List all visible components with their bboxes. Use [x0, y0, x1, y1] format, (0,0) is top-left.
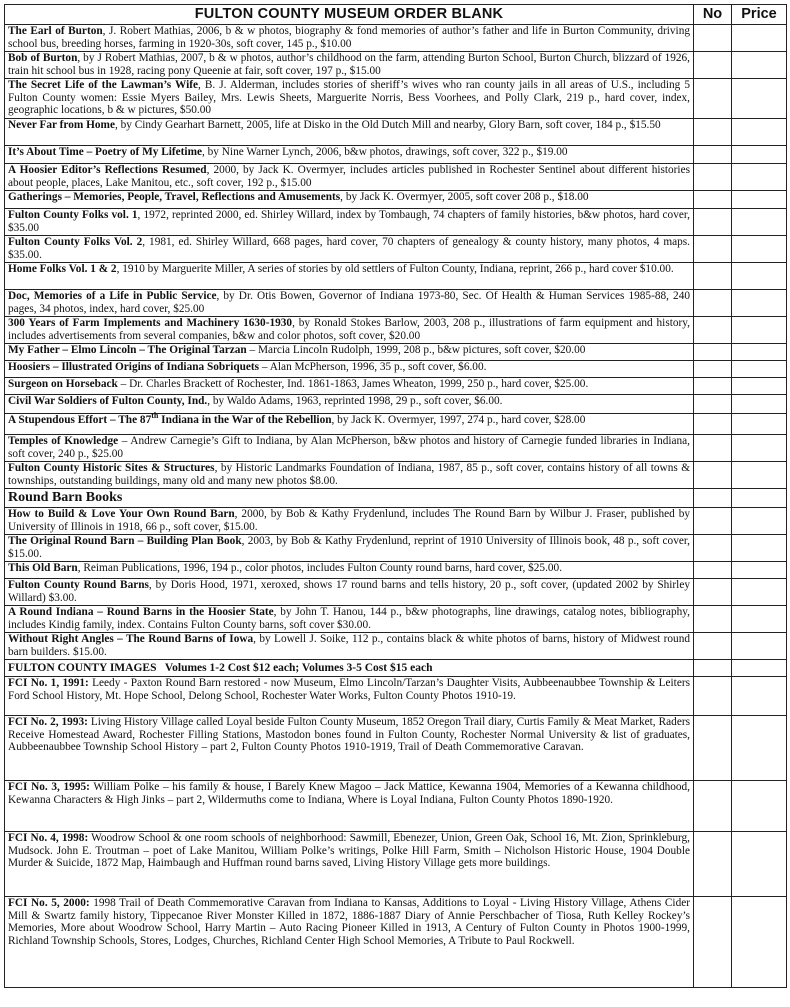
item-description — [5, 79, 694, 119]
item-description — [5, 146, 694, 164]
quantity-cell[interactable] — [694, 508, 732, 535]
price-cell[interactable] — [732, 317, 787, 344]
quantity-cell[interactable] — [694, 579, 732, 606]
table-row — [5, 633, 787, 660]
quantity-cell[interactable] — [694, 361, 732, 378]
quantity-cell[interactable] — [694, 535, 732, 562]
item-description — [5, 52, 694, 79]
item-title: The Original Round Barn – Building Plan Book — [8, 535, 242, 547]
item-details: , 2000, by Bob & Kathy Frydenlund, includes The Round Barn by Wilbur J. Fraser, published by University of Illinois in 1918, 66 p., soft cover, $15.00. — [8, 508, 690, 533]
item-details: , 1910 by Marguerite Miller, A series of stories by old settlers of Fulton County, Indiana, reprint, 266 p., hard cover $10.00. — [116, 263, 674, 275]
quantity-cell[interactable] — [694, 633, 732, 660]
price-cell[interactable] — [732, 435, 787, 462]
item-description — [5, 164, 694, 191]
item-title: Bob of Burton — [8, 52, 78, 64]
item-title: Home Folks Vol. 1 & 2 — [8, 263, 117, 275]
item-details: Woodrow School & one room schools of neighborhood: Sawmill, Ebenezer, Union, Green Oak, School 16, Mt. Zion, Sprinkleburg, Mudsock. John E. Troutman – poet of Lake Manitou, William Polke’s writings, Polke Hill Farm, Smith – Nicholson Historic House, 1904 Double Murder & Suicide, 1872 Map, Haimbaugh and Huffman round barns saved, Living History Village gets more buildings. — [8, 832, 690, 870]
item-description — [5, 633, 694, 660]
item-title: My Father – Elmo Lincoln – The Original Tarzan — [8, 344, 247, 356]
price-cell[interactable] — [732, 79, 787, 119]
quantity-cell[interactable] — [694, 395, 732, 414]
item-details: , 2000, by Jack K. Overmyer, includes articles published in Rochester Sentinel about different histories about people, places, Lake Manitou, etc., soft cover, 192 p., $15.00 — [8, 164, 690, 189]
price-cell[interactable] — [732, 236, 787, 263]
quantity-cell[interactable] — [694, 25, 732, 52]
table-row — [5, 462, 787, 489]
quantity-cell[interactable] — [694, 606, 732, 633]
item-title: Fulton County Folks Vol. 2 — [8, 236, 143, 248]
item-description — [5, 290, 694, 317]
page-title: FULTON COUNTY MUSEUM ORDER BLANK — [5, 5, 694, 25]
item-description — [5, 435, 694, 462]
table-row — [5, 562, 787, 579]
item-title: Temples of Knowledge — [8, 435, 119, 447]
quantity-cell[interactable] — [694, 209, 732, 236]
item-description — [5, 462, 694, 489]
item-description — [5, 832, 694, 897]
item-details: , by Cindy Gearhart Barnett, 2005, life at Disko in the Old Dutch Mill and nearby, Glory Barn, soft cover, 184 p., $15.50 — [114, 119, 661, 131]
item-description — [5, 781, 694, 832]
table-row — [5, 191, 787, 209]
price-cell[interactable] — [732, 344, 787, 361]
table-row — [5, 236, 787, 263]
item-details: , by Jack K. Overmyer, 2005, soft cover 208 p., $18.00 — [340, 191, 589, 203]
item-description — [5, 897, 694, 988]
item-title-superscript: th — [151, 411, 159, 421]
quantity-cell[interactable] — [694, 119, 732, 146]
quantity-cell[interactable] — [694, 263, 732, 290]
section-title-images: FULTON COUNTY IMAGES Volumes 1-2 Cost $12 each; Volumes 3-5 Cost $15 each — [5, 660, 694, 677]
item-details: , by Dr. Otis Bowen, Governor of Indiana 1973-80, Sec. Of Health & Human Services 1985-88, 240 pages, 34 photos, index, hard cover, $25.00 — [8, 290, 690, 315]
item-title: FCI No. 3, 1995: — [8, 781, 90, 793]
quantity-cell[interactable] — [694, 236, 732, 263]
table-row — [5, 378, 787, 395]
table-row — [5, 290, 787, 317]
item-details: Living History Village called Loyal beside Fulton County Museum, 1852 Oregon Trail diary, Curtis Family & Meat Market, Raders Receive Homestead Award, Rochester Filling Stations, Mastodon bones found in Fulton County, Rochester Normal University & list of graduates, Aubbeenaubbee Township School History – part 2, Fulton County Photos 1910-1919, Trail of Death Commemorative Caravan. — [8, 716, 690, 754]
price-cell[interactable] — [732, 489, 787, 508]
item-description — [5, 191, 694, 209]
item-details: – Andrew Carnegie’s Gift to Indiana, by Alan McPherson, b&w photos and history of Carnegie funded libraries in Indiana, soft cover, 240 p., $25.00 — [8, 435, 690, 460]
section-title-round-barn: Round Barn Books — [5, 489, 694, 508]
table-row — [5, 119, 787, 146]
item-title: Fulton County Historic Sites & Structures — [8, 462, 215, 474]
price-cell[interactable] — [732, 414, 787, 435]
item-title: A Hoosier Editor’s Reflections Resumed — [8, 164, 207, 176]
table-row — [5, 606, 787, 633]
item-details: , by Ronald Stokes Barlow, 2003, 208 p., illustrations of farm equipment and history, includes advertisements from several companies, b&w and color photos, soft cover, $20.00 — [8, 317, 690, 342]
table-row — [5, 317, 787, 344]
item-description — [5, 535, 694, 562]
item-title: How to Build & Love Your Own Round Barn — [8, 508, 235, 520]
table-row — [5, 164, 787, 191]
item-title: Hoosiers – Illustrated Origins of Indiana Sobriquets — [8, 361, 260, 373]
price-cell[interactable] — [732, 209, 787, 236]
price-cell[interactable] — [732, 677, 787, 716]
price-cell[interactable] — [732, 378, 787, 395]
section-header-row — [5, 489, 787, 508]
table-row — [5, 25, 787, 52]
item-description — [5, 317, 694, 344]
order-blank-table — [4, 4, 787, 988]
price-cell[interactable] — [732, 25, 787, 52]
price-cell[interactable] — [732, 290, 787, 317]
price-cell[interactable] — [732, 361, 787, 378]
price-cell[interactable] — [732, 52, 787, 79]
quantity-cell[interactable] — [694, 435, 732, 462]
item-details: , by Jack K. Overmyer, 1997, 274 p., hard cover, $28.00 — [331, 414, 586, 426]
price-cell[interactable] — [732, 462, 787, 489]
table-row — [5, 146, 787, 164]
table-row — [5, 435, 787, 462]
table-row — [5, 897, 787, 988]
price-cell[interactable] — [732, 535, 787, 562]
item-title: FCI No. 1, 1991: — [8, 677, 89, 689]
table-row — [5, 395, 787, 414]
item-details: , by John T. Hanou, 144 p., b&w photographs, line drawings, catalog notes, bibliography, includes Kindig family, index. Contains Fulton County barns, soft cover $30.00. — [8, 606, 690, 631]
quantity-cell[interactable] — [694, 897, 732, 988]
item-details: , by Lowell J. Soike, 112 p., contains black & white photos of barns, history of Midwest round barn builders. $15.00. — [8, 633, 690, 658]
price-cell[interactable] — [732, 781, 787, 832]
item-description — [5, 411, 694, 435]
item-description — [5, 25, 694, 52]
price-cell[interactable] — [732, 508, 787, 535]
quantity-cell[interactable] — [694, 378, 732, 395]
quantity-cell[interactable] — [694, 79, 732, 119]
item-title: Doc, Memories of a Life in Public Service — [8, 290, 217, 302]
table-row — [5, 716, 787, 781]
item-description — [5, 361, 694, 378]
item-title-prefix: A Stupendous Effort – The 87 — [8, 414, 152, 426]
item-details: , 1981, ed. Shirley Willard, 668 pages, hard cover, 70 chapters of genealogy & county history, many photos, 4 maps. $35.00. — [8, 236, 690, 261]
price-cell[interactable] — [732, 164, 787, 191]
item-description — [5, 508, 694, 535]
item-title: It’s About Time – Poetry of My Lifetime — [8, 146, 202, 158]
item-details: , B. J. Alderman, includes stories of sheriff’s wives who ran county jails in all areas of U.S., including 5 Fulton County women: Essie Myers Bailey, Mrs. Lewis Sheets, Marguerite Norris, Bess Voorhees, and Polly Clark, 219 p., hard cover, index, geographic locations, b & w pictures, $50.00 — [8, 79, 690, 117]
item-description — [5, 562, 694, 579]
item-title: FCI No. 2, 1993: — [8, 716, 88, 728]
item-details: , Reiman Publications, 1996, 194 p., color photos, includes Fulton County round barns, hard cover, $25.00. — [77, 562, 563, 574]
quantity-cell[interactable] — [694, 832, 732, 897]
item-details: – Alan McPherson, 1996, 35 p., soft cover, $6.00. — [259, 361, 487, 373]
item-description — [5, 209, 694, 236]
item-title: The Earl of Burton — [8, 25, 103, 37]
price-cell[interactable] — [732, 633, 787, 660]
item-description — [5, 344, 694, 361]
quantity-cell[interactable] — [694, 462, 732, 489]
price-cell[interactable] — [732, 395, 787, 414]
item-details: 1998 Trail of Death Commemorative Caravan from Indiana to Kansas, Additions to Loyal - Living History Village, Athens Cider Mill & Swartz family history, Tippecanoe River Monster Killed in 1872, 1886-1887 Diary of Annie Perschbacher of Tiosa, Ruth Kelley Rockey’s Memories, More about Woodrow School, Harry Martin – Auto Racing Pioneer Killed in 1913, A Century of Fulton County in Photos 1900-1999, Richland Township Schools, Stores, Lodges, Churches, Richland Center High School Memories, A Tribute to Paul Rockwell. — [8, 897, 690, 948]
table-row — [5, 361, 787, 378]
item-description — [5, 606, 694, 633]
quantity-cell[interactable] — [694, 191, 732, 209]
table-row — [5, 781, 787, 832]
table-row — [5, 209, 787, 236]
item-description — [5, 263, 694, 290]
table-row — [5, 263, 787, 290]
item-details: , J. Robert Mathias, 2006, b & w photos, biography & fond memories of author’s father and life in Burton Community, driving school bus, breeding horses, farming in 1920-30s, soft cover, 145 p., $10.00 — [8, 25, 690, 50]
table-row — [5, 52, 787, 79]
item-title: Civil War Soldiers of Fulton County, Ind. — [8, 395, 208, 407]
item-title: Fulton County Folks vol. 1 — [8, 209, 138, 221]
item-details: Leedy - Paxton Round Barn restored - now Museum, Elmo Lincoln/Tarzan’s Daughter Visits, Aubbeenaubbee Township & Leiters Ford School History, Mt. Hope School, Delong School, Rochester Water Works, Fulton County Photos 1910-19. — [8, 677, 690, 702]
item-title: A Round Indiana – Round Barns in the Hoosier State — [8, 606, 274, 618]
item-title: Never Far from Home — [8, 119, 115, 131]
table-row — [5, 535, 787, 562]
table-row — [5, 344, 787, 361]
item-description — [5, 378, 694, 395]
item-details: , by Nine Warner Lynch, 2006, b&w photos, drawings, soft cover, 322 p., $19.00 — [202, 146, 568, 158]
item-description — [5, 119, 694, 146]
item-details: , by J Robert Mathias, 2007, b & w photos, author’s childhood on the farm, attending Burton School, Burton Church, blizzard of 1926, train hit school bus in 1928, racing pony Queenie at fair, soft cover, 197 p., $15.00 — [8, 52, 690, 77]
item-details: , by Doris Hood, 1971, xeroxed, shows 17 round barns and tells history, 20 p., soft cover, (updated 2002 by Shirley Willard) $3.00. — [8, 579, 690, 604]
column-header-no: No — [694, 5, 732, 25]
price-cell[interactable] — [732, 897, 787, 988]
price-cell[interactable] — [732, 263, 787, 290]
price-cell[interactable] — [732, 660, 787, 677]
item-title: Indiana in the War of the Rebellion — [158, 414, 332, 426]
item-title: Gatherings – Memories, People, Travel, Reflections and Amusements — [8, 191, 341, 203]
quantity-cell[interactable] — [694, 489, 732, 508]
item-title: FCI No. 5, 2000: — [8, 897, 90, 909]
item-details: – Marcia Lincoln Rudolph, 1999, 208 p., b&w pictures, soft cover, $20.00 — [246, 344, 586, 356]
table-row — [5, 677, 787, 716]
item-title: Surgeon on Horseback — [8, 378, 118, 390]
item-description — [5, 395, 694, 414]
item-title: FCI No. 4, 1998: — [8, 832, 89, 844]
item-description — [5, 236, 694, 263]
column-header-price: Price — [732, 5, 787, 25]
quantity-cell[interactable] — [694, 317, 732, 344]
header-row — [5, 5, 787, 25]
quantity-cell[interactable] — [694, 146, 732, 164]
table-row — [5, 79, 787, 119]
item-details: , by Historic Landmarks Foundation of Indiana, 1987, 85 p., soft cover, contains history of all towns & townships, outstanding buildings, many old and many new photos $8.00. — [8, 462, 690, 487]
quantity-cell[interactable] — [694, 660, 732, 677]
item-details: , 1972, reprinted 2000, ed. Shirley Willard, index by Tombaugh, 74 chapters of family histories, b&w photos, hard cover, $35.00 — [8, 209, 690, 234]
item-title: 300 Years of Farm Implements and Machinery 1630-1930 — [8, 317, 293, 329]
item-details: , by Waldo Adams, 1963, reprinted 1998, 29 p., soft cover, $6.00. — [207, 395, 503, 407]
price-cell[interactable] — [732, 562, 787, 579]
price-cell[interactable] — [732, 832, 787, 897]
item-title: Without Right Angles – The Round Barns of Iowa — [8, 633, 254, 645]
item-details: William Polke – his family & house, I Barely Knew Magoo – Jack Mattice, Kewanna 1904, Memories of a Kewanna childhood, Kewanna Characters & High Jinks – part 2, Wildermuths come to Indiana, Where is Loyal Indiana, Fulton County Photos 1890-1920. — [8, 781, 691, 806]
table-row — [5, 579, 787, 606]
item-title: Fulton County Round Barns — [8, 579, 149, 591]
quantity-cell[interactable] — [694, 677, 732, 716]
table-row — [5, 832, 787, 897]
item-description — [5, 677, 694, 716]
quantity-cell[interactable] — [694, 414, 732, 435]
quantity-cell[interactable] — [694, 781, 732, 832]
quantity-cell[interactable] — [694, 562, 732, 579]
item-title: This Old Barn — [8, 562, 78, 574]
price-cell[interactable] — [732, 606, 787, 633]
price-cell[interactable] — [732, 191, 787, 209]
price-cell[interactable] — [732, 579, 787, 606]
quantity-cell[interactable] — [694, 290, 732, 317]
price-cell[interactable] — [732, 119, 787, 146]
section-header-row — [5, 660, 787, 677]
item-details: – Dr. Charles Brackett of Rochester, Ind. 1861-1863, James Wheaton, 1999, 250 p., hard cover, $25.00. — [117, 378, 589, 390]
item-title: The Secret Life of the Lawman’s Wife — [8, 79, 199, 91]
price-cell[interactable] — [732, 716, 787, 781]
item-description — [5, 579, 694, 606]
item-description — [5, 716, 694, 781]
table-row — [5, 414, 787, 435]
quantity-cell[interactable] — [694, 716, 732, 781]
quantity-cell[interactable] — [694, 52, 732, 79]
item-details: , 2003, by Bob & Kathy Frydenlund, reprint of 1910 University of Illinois book, 48 p., soft cover, $15.00. — [8, 535, 690, 560]
price-cell[interactable] — [732, 146, 787, 164]
quantity-cell[interactable] — [694, 164, 732, 191]
table-row — [5, 508, 787, 535]
quantity-cell[interactable] — [694, 344, 732, 361]
